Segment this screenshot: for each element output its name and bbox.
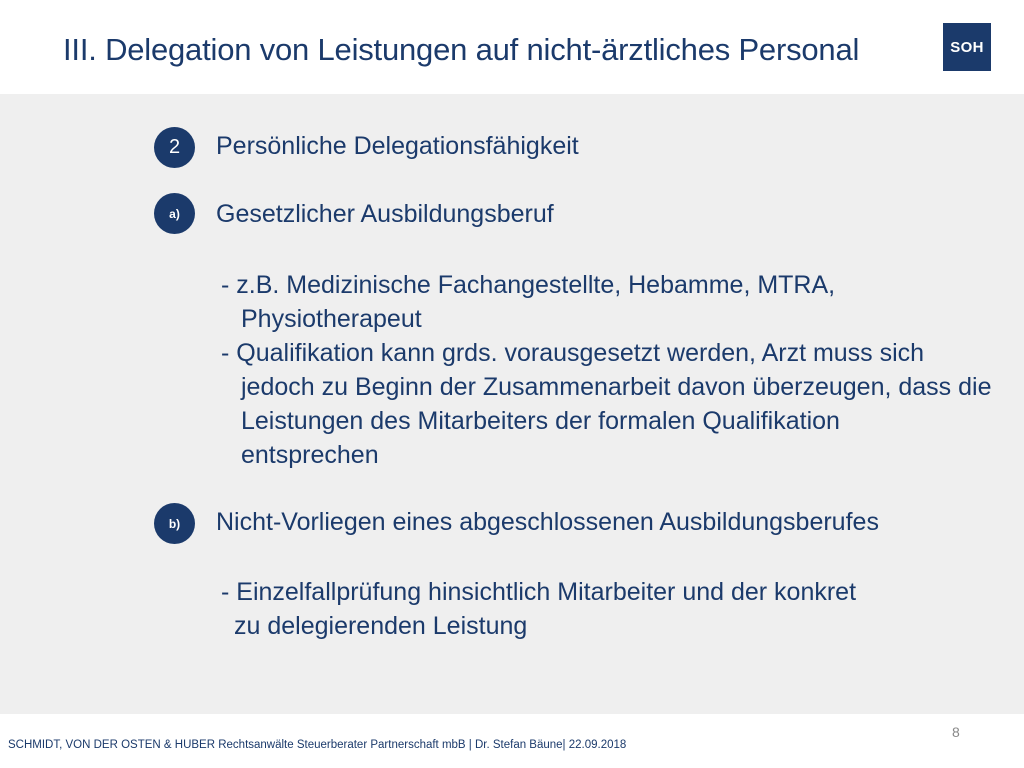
item-a-line: Physiotherapeut [241, 305, 422, 333]
soh-logo: SOH [943, 23, 991, 71]
slide-title: III. Delegation von Leistungen auf nicht-ärztliches Personal [63, 32, 860, 67]
item-b-badge: b) [154, 503, 195, 544]
item-b-line: - Einzelfallprüfung hinsichtlich Mitarbeiter und der konkret [221, 578, 857, 606]
section-number-badge: 2 [154, 127, 195, 168]
item-a-heading: Gesetzlicher Ausbildungsberuf [216, 200, 554, 228]
page-number: 8 [952, 724, 960, 740]
item-a-line: jedoch zu Beginn der Zusammenarbeit davon überzeugen, dass die [241, 373, 992, 401]
item-a-line: Leistungen des Mitarbeiters der formalen Qualifikation [241, 407, 840, 435]
section-heading: Persönliche Delegationsfähigkeit [216, 132, 579, 160]
item-a-line: entsprechen [241, 441, 379, 469]
item-a-line: - z.B. Medizinische Fachangestellte, Hebamme, MTRA, [221, 271, 836, 299]
item-a-badge: a) [154, 193, 195, 234]
item-b-line: zu delegierenden Leistung [234, 612, 528, 640]
footer-text: SCHMIDT, VON DER OSTEN & HUBER Rechtsanwälte Steuerberater Partnerschaft mbB | Dr. Stefan Bäune| 22.09.2018 [8, 739, 627, 751]
item-b-heading: Nicht-Vorliegen eines abgeschlossenen Ausbildungsberufes [216, 508, 879, 536]
item-a-line: - Qualifikation kann grds. vorausgesetzt werden, Arzt muss sich [221, 339, 925, 367]
